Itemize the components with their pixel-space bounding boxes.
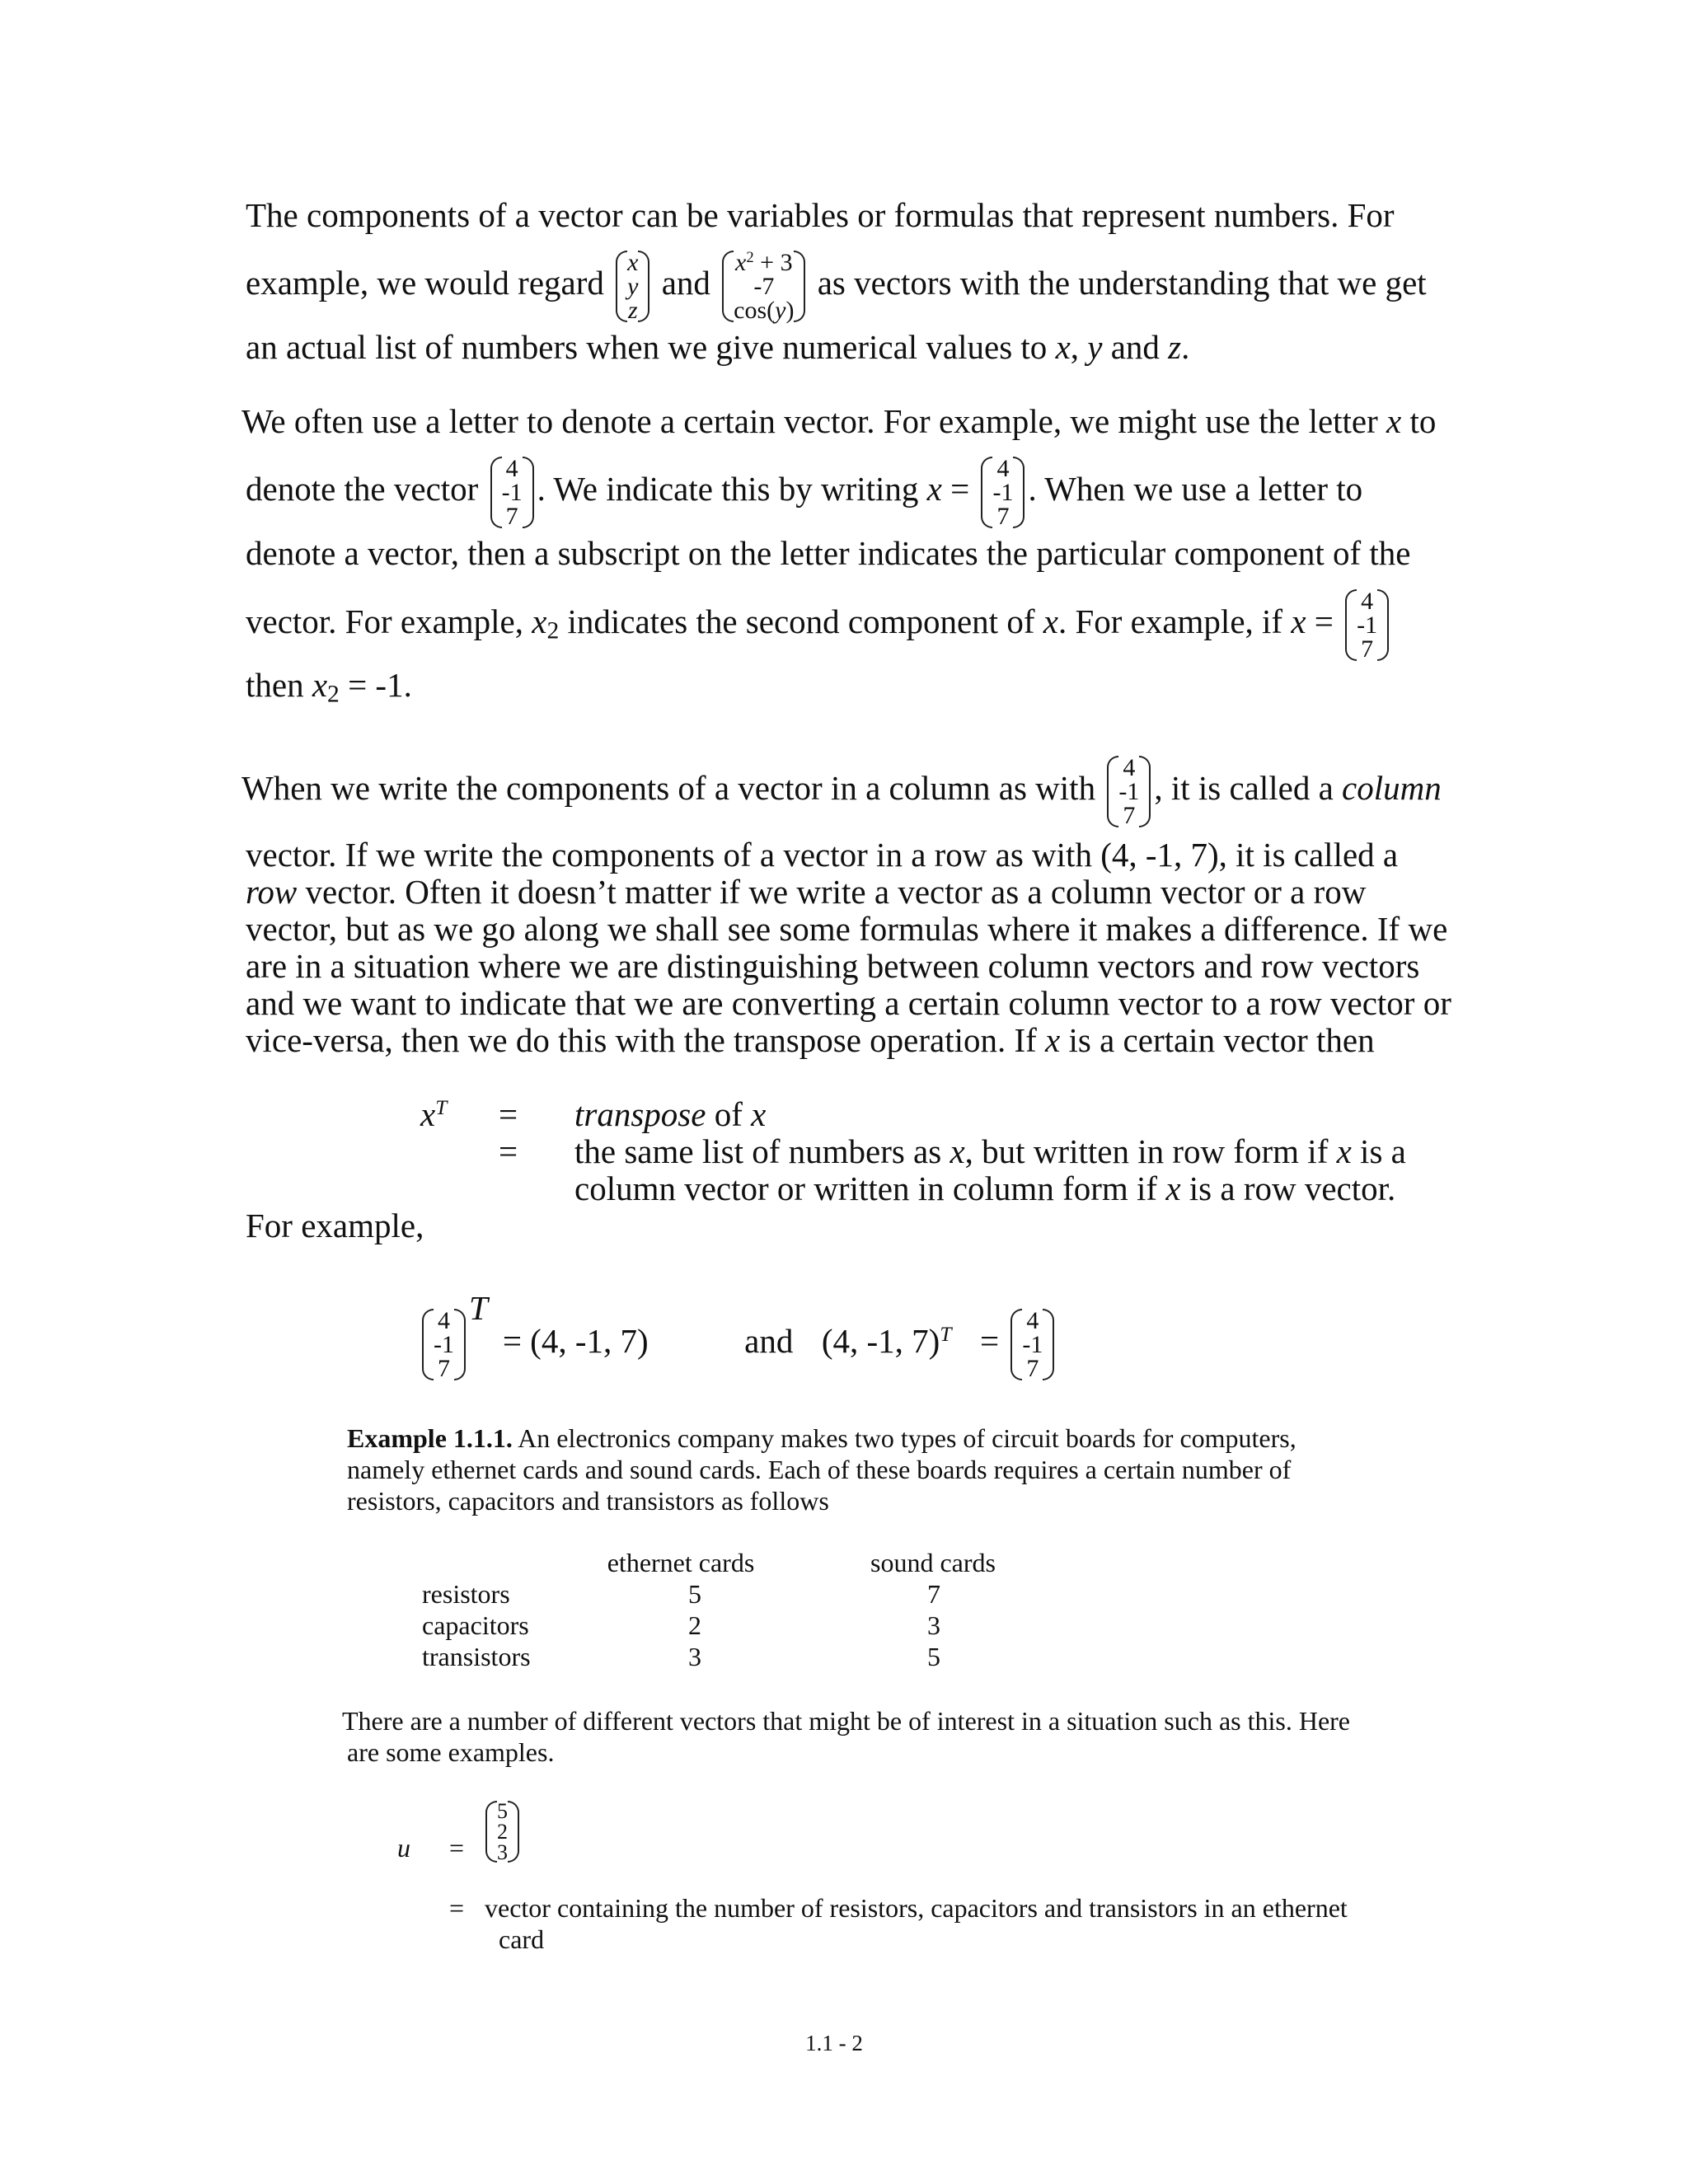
vector-component: -7 [753, 273, 775, 301]
vector-component: x [627, 249, 639, 277]
example-line2: namely ethernet cards and sound cards. Each of these boards requires a certain number of [347, 1455, 1292, 1484]
para4-line2: are some examples. [347, 1737, 555, 1767]
para1-l2-text-a: example, we would regard [246, 264, 604, 302]
para1-l2-text-b: as vectors with the understanding that we get [817, 264, 1427, 302]
transpose-superscript: T [469, 1289, 488, 1327]
transpose-result-row: = (4, -1, 7) [502, 1322, 649, 1360]
transpose-def-line3: column vector or written in column form if x is a row vector. [574, 1169, 1396, 1207]
table-row-label: capacitors [422, 1610, 529, 1640]
vector-4-1-7: 4 -1 7 [490, 457, 534, 528]
u-desc-line1: vector containing the number of resistors, capacitors and transistors in an ethernet [485, 1893, 1348, 1923]
para1-l2-and: and [661, 264, 710, 302]
table-header: ethernet cards [607, 1548, 755, 1577]
u-eq-2: = [449, 1893, 465, 1923]
table-cell: 3 [688, 1642, 701, 1671]
vector-xyz [616, 249, 649, 325]
example-line3: resistors, capacitors and transistors as follows [347, 1486, 829, 1516]
table-header: sound cards [870, 1548, 996, 1577]
para3-line2: vector. If we write the components of a vector in a row as with (4, -1, 7), it is called a [246, 836, 1399, 874]
para3-line1: When we write the components of a vector in a column as with 4 -1 7 , it is called a column [241, 754, 1442, 830]
vector-4-1-7: 4 -1 7 [1010, 1309, 1054, 1380]
vector-component: z [627, 297, 638, 325]
example-label: Example 1.1.1. [347, 1423, 513, 1453]
transpose-eq-2: = [499, 1132, 518, 1170]
para3-line7: vice-versa, then we do this with the transpose operation. If x is a certain vector then [246, 1021, 1375, 1059]
u-eq-1: = [449, 1833, 465, 1863]
table-cell: 3 [927, 1610, 940, 1640]
table-row-label: resistors [422, 1579, 510, 1609]
table-row-label: transistors [422, 1642, 531, 1671]
para3-line4: vector, but as we go along we shall see some formulas where it makes a difference. If we [246, 910, 1448, 948]
vector-4-1-7: 4 -1 7 [1345, 589, 1389, 661]
vector-4-1-7: 4 -1 7 [1107, 756, 1151, 827]
transpose-and: and [744, 1322, 794, 1360]
para2-line3: denote a vector, then a subscript on the letter indicates the particular component of the [246, 534, 1411, 572]
para2-line1: We often use a letter to denote a certain vector. For example, we might use the letter x to [241, 402, 1437, 440]
para4-line1: There are a number of different vectors that might be of interest in a situation such as this. Here [342, 1706, 1350, 1736]
table-cell: 7 [927, 1579, 940, 1609]
example-line1: Example 1.1.1. An electronics company makes two types of circuit boards for computers, [347, 1423, 1296, 1453]
transpose-example: 4 -1 7 T= (4, -1, 7) and (4, -1, 7)$^T$ = 4 -1 7 [419, 1291, 1057, 1390]
u-desc-line2: card [499, 1924, 545, 1954]
transpose-eq-1: = [499, 1095, 518, 1133]
para1-line2 [246, 233, 1427, 332]
transpose-def-line1: transpose of x [574, 1095, 767, 1133]
para2-line5: then $x_2 = -1$. [246, 666, 412, 708]
u-vector-wrap [482, 1801, 523, 1863]
table-cell: 5 [688, 1579, 701, 1609]
transpose-lhs: $x^T$ [420, 1095, 448, 1133]
para3-line5: are in a situation where we are distinguishing between column vectors and row vectors [246, 947, 1420, 985]
para3-line6: and we want to indicate that we are converting a certain column vector to a row vector or [246, 984, 1451, 1022]
vector-4-1-7: 4 -1 7 [981, 457, 1025, 528]
para1-line1: The components of a vector can be variables or formulas that represent numbers. For [246, 196, 1395, 234]
vector-component: y [627, 273, 639, 301]
transpose-row-vector: (4, -1, 7) [821, 1322, 940, 1360]
para2-line4: vector. For example, $x_2$ indicates the second component of x. For example, if x = 4 -1 7 [246, 572, 1392, 671]
table-cell: 2 [688, 1610, 701, 1640]
vector-component: $x^2 + 3$ [735, 248, 793, 277]
transpose-def-line2: the same list of numbers as x, but written in row form if x is a [574, 1132, 1406, 1170]
vector-component: cos(y) [734, 297, 795, 325]
page-number: 1.1 - 2 [805, 2031, 863, 2055]
u-symbol: u [397, 1833, 410, 1863]
vector-4-1-7: 4 -1 7 [422, 1309, 466, 1380]
vector-formula [722, 248, 805, 325]
vector-5-2-3: 5 2 3 [485, 1801, 519, 1863]
para2-line2: denote the vector 4 -1 7 . We indicate this by writing x = 4 -1 7 . When we use a letter to [246, 455, 1363, 531]
for-example: For example, [246, 1207, 424, 1244]
para1-line3: an actual list of numbers when we give numerical values to x, y and z. [246, 328, 1190, 366]
table-cell: 5 [927, 1642, 940, 1671]
para3-line3: row vector. Often it doesn’t matter if we write a vector as a column vector or a row [246, 873, 1367, 911]
